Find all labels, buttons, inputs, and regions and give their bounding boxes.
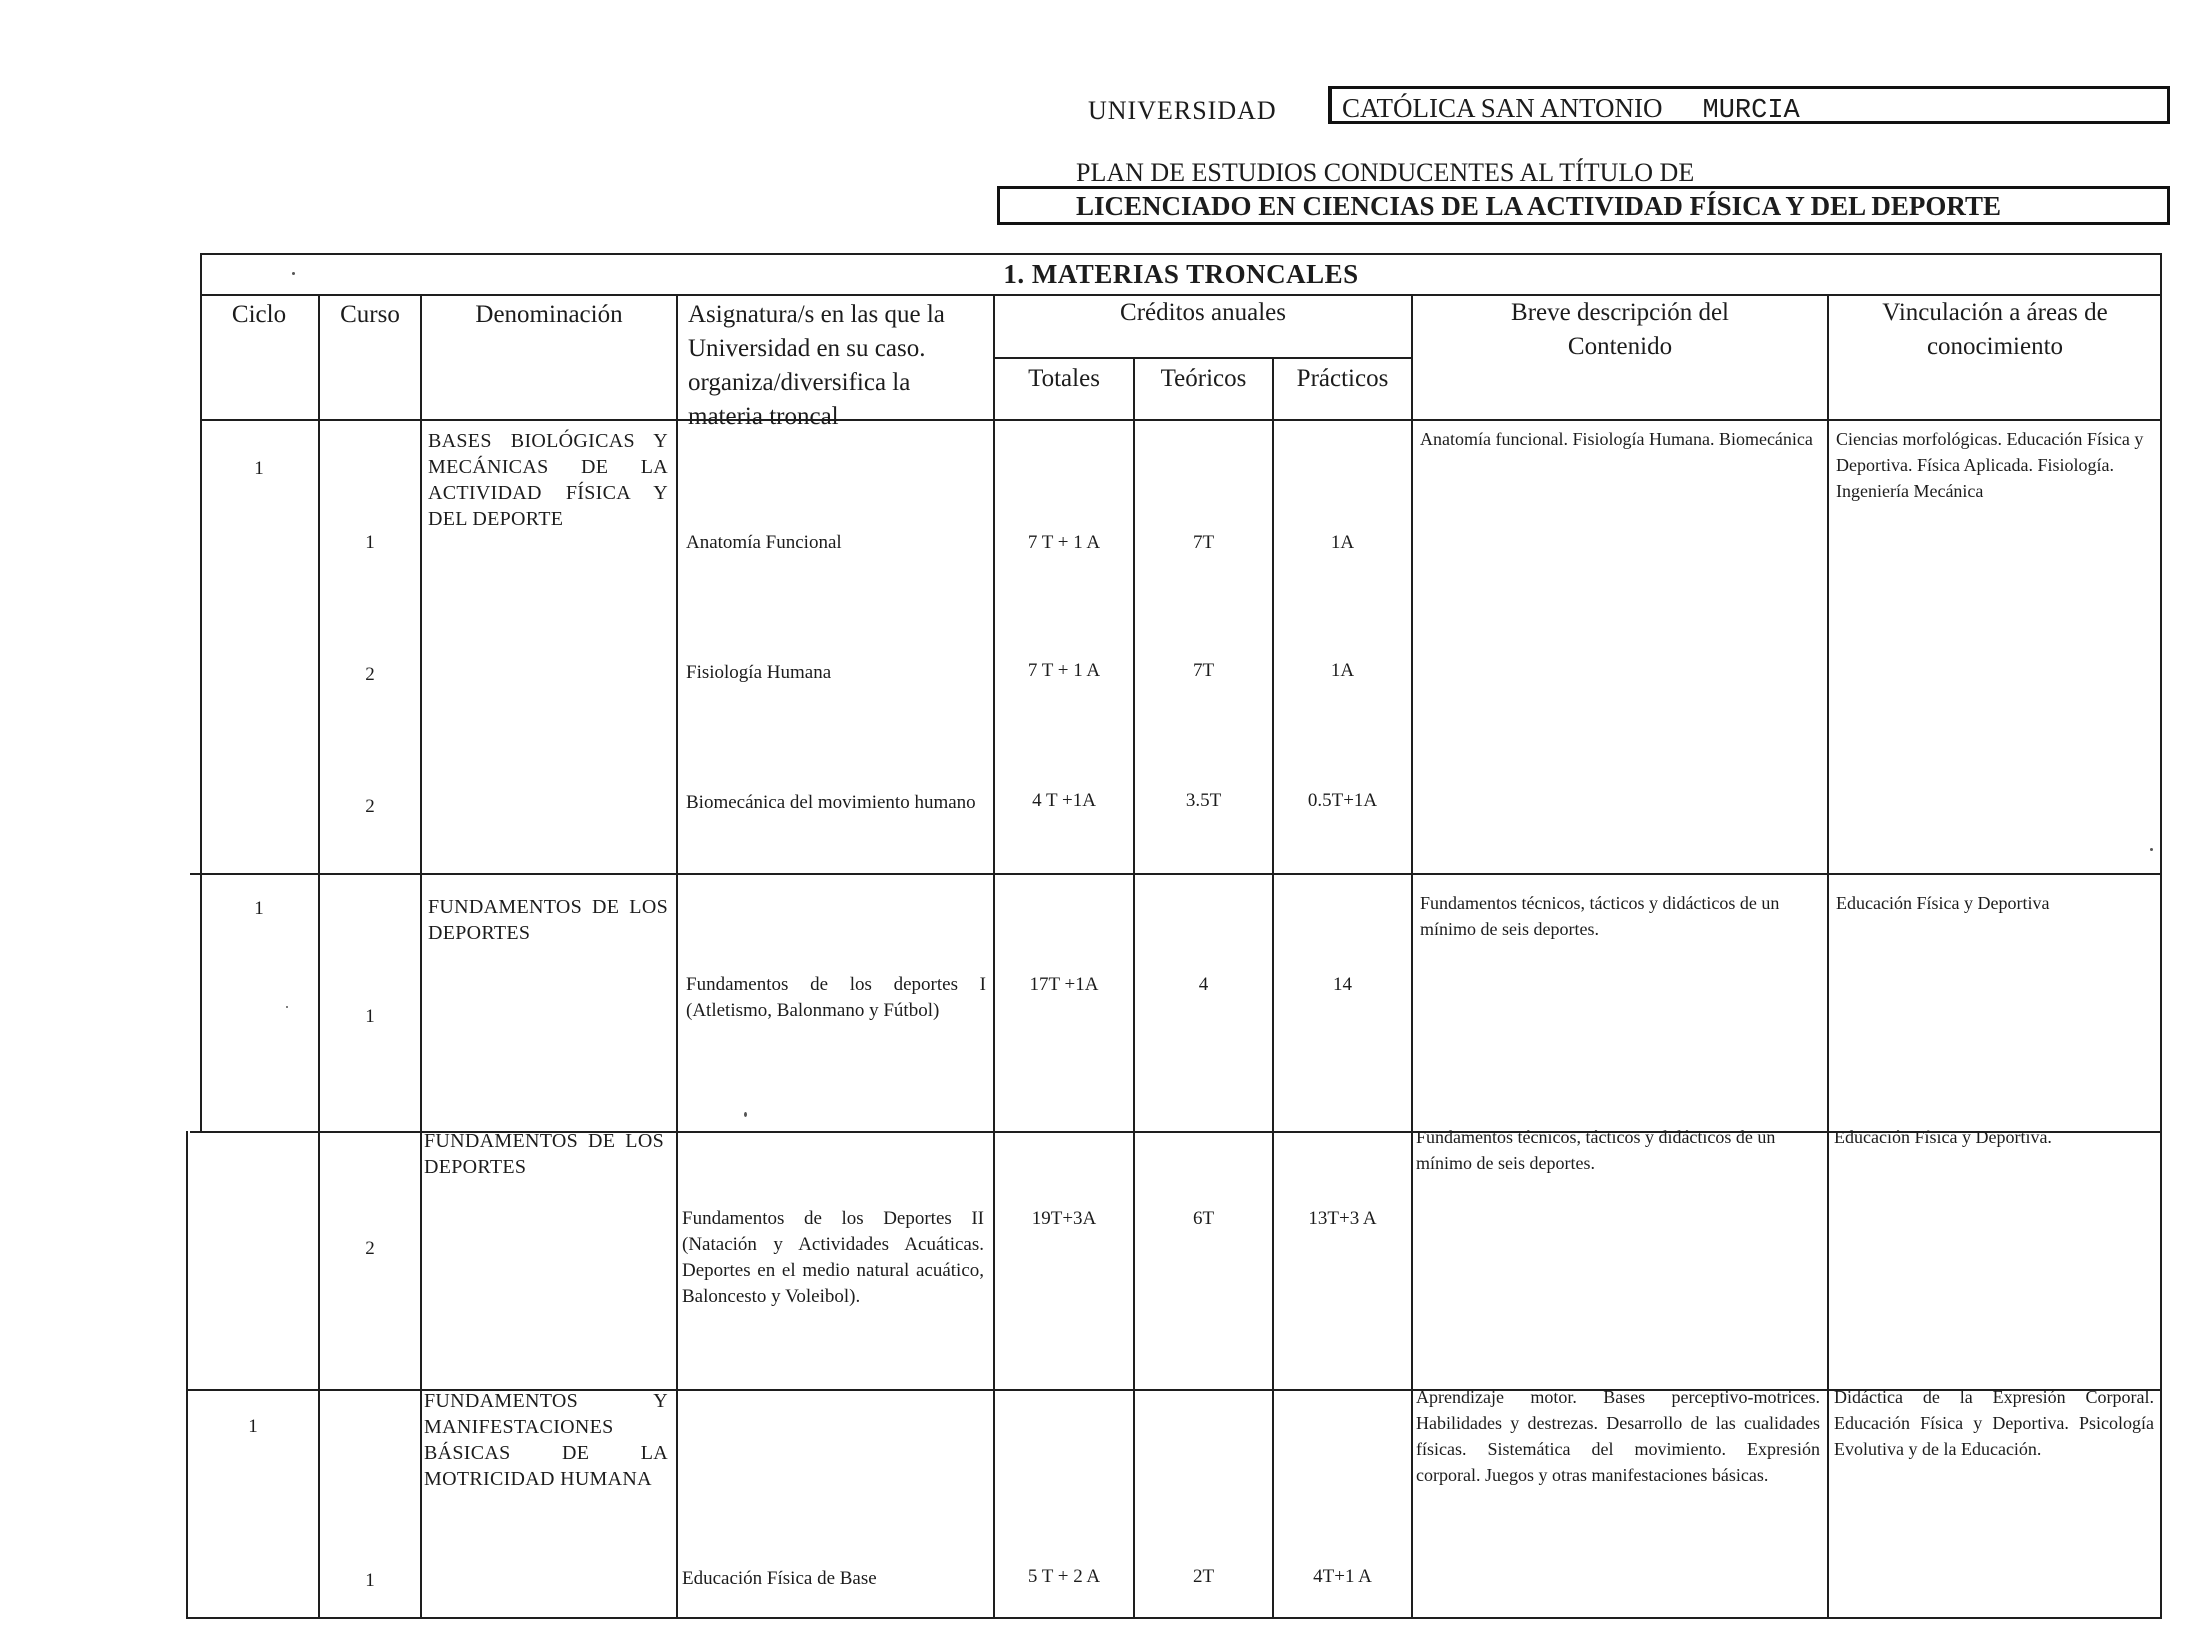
- col-denominacion: Denominación: [475, 301, 623, 328]
- block1-row3-totales: 4 T +1A: [1032, 790, 1096, 811]
- block2-row1-teoricos: 4: [1198, 974, 1209, 995]
- block2-vinculacion: Educación Física y Deportiva: [1836, 893, 2050, 913]
- rule-ciclo-curso: [318, 294, 320, 1619]
- rule-curso-den: [420, 294, 422, 1619]
- scan-speck: [292, 272, 295, 275]
- block1-row3-teoricos: 3.5T: [1185, 790, 1222, 811]
- degree-title: LICENCIADO EN CIENCIAS DE LA ACTIVIDAD FÍSICA Y DEL DEPORTE: [997, 186, 2170, 225]
- col-totales: Totales: [1028, 365, 1100, 392]
- rule-left: [200, 253, 202, 1131]
- block1-vinculacion: Ciencias morfológicas. Educación Física y Deportiva. Física Aplicada. Fisiología. Ingeniería Mecánica: [1836, 429, 2144, 501]
- block2-row1-practicos: 14: [1333, 974, 1352, 995]
- rule-desc-vinc: [1827, 294, 1829, 1619]
- block1-row2-totales: 7 T + 1 A: [1027, 660, 1101, 681]
- universidad-label: UNIVERSIDAD: [1088, 96, 1277, 125]
- block3-row1-practicos: 13T+3 A: [1308, 1208, 1377, 1229]
- scan-speck: [2150, 848, 2153, 851]
- block3-denominacion: FUNDAMENTOS DE LOS DEPORTES: [424, 1130, 664, 1178]
- rule-right: [2160, 253, 2162, 1619]
- scan-speck: [744, 1112, 747, 1117]
- block1-descripcion: Anatomía funcional. Fisiología Humana. Biomecánica: [1420, 429, 1813, 449]
- col-asignaturas: Asignatura/s en las que la Universidad en su caso. organiza/diversifica la materia troncal: [688, 301, 945, 430]
- rule-prac-desc: [1411, 294, 1413, 1619]
- block3-descripcion: Fundamentos técnicos, tácticos y didácticos de un mínimo de seis deportes.: [1416, 1127, 1776, 1173]
- rule-left-lower: [186, 1131, 188, 1619]
- col-teoricos: Teóricos: [1160, 365, 1247, 392]
- col-ciclo: Ciclo: [231, 301, 287, 328]
- block4-ciclo: 1: [248, 1416, 258, 1437]
- block1-row1-totales: 7 T + 1 A: [1027, 532, 1101, 553]
- block1-row1-practicos: 1A: [1330, 532, 1355, 553]
- block3-row1-asignatura: Fundamentos de los Deportes II (Natación y Actividades Acuáticas. Deportes en el medio natural acuático, Baloncesto y Voleibol).: [682, 1208, 984, 1307]
- block1-row2-practicos: 1A: [1330, 660, 1355, 681]
- block3-row1-teoricos: 6T: [1192, 1208, 1215, 1229]
- block1-row1-asignatura: Anatomía Funcional: [686, 532, 842, 553]
- block1-row3-curso: 2: [365, 796, 375, 817]
- block1-row1-teoricos: 7T: [1192, 532, 1215, 553]
- scan-speck: [286, 1006, 288, 1008]
- block1-row2-asignatura: Fisiología Humana: [686, 662, 832, 683]
- rule-bottom: [186, 1617, 2162, 1619]
- block1-row2-teoricos: 7T: [1192, 660, 1215, 681]
- block3-row1-curso: 2: [365, 1238, 375, 1259]
- rule-den-asig: [676, 294, 678, 1619]
- col-vinculacion: Vinculación a áreas de conocimiento: [1882, 299, 2108, 360]
- block2-denominacion: FUNDAMENTOS DE LOS DEPORTES: [428, 896, 668, 944]
- block1-row3-asignatura: Biomecánica del movimiento humano: [686, 792, 976, 813]
- plan-label: PLAN DE ESTUDIOS CONDUCENTES AL TÍTULO DE: [1076, 158, 1695, 187]
- rule-header-bottom: [200, 419, 2162, 421]
- col-practicos: Prácticos: [1296, 365, 1389, 392]
- block2-row1-totales: 17T +1A: [1029, 974, 1099, 995]
- universidad-city: MURCIA: [1702, 96, 1800, 126]
- block4-row1-totales: 5 T + 2 A: [1027, 1566, 1101, 1587]
- block2-ciclo: 1: [254, 898, 264, 919]
- block4-row1-curso: 1: [365, 1570, 375, 1591]
- rule-block1-bottom: [190, 873, 2162, 875]
- block2-row1-asignatura: Fundamentos de los deportes I (Atletismo, Balonmano y Fútbol): [686, 974, 986, 1021]
- block1-ciclo: 1: [254, 458, 264, 479]
- col-descripcion: Breve descripción del Contenido: [1511, 299, 1729, 360]
- block1-denominacion: BASES BIOLÓGICAS Y MECÁNICAS DE LA ACTIVIDAD FÍSICA Y DEL DEPORTE: [428, 430, 668, 530]
- block4-vinculacion: Didáctica de la Expresión Corporal. Educación Física y Deportiva. Psicología Evolutiva y de la Educación.: [1834, 1387, 2154, 1459]
- block1-row1-curso: 1: [365, 532, 375, 553]
- block2-row1-curso: 1: [365, 1006, 375, 1027]
- section-title: 1. MATERIAS TRONCALES: [1003, 259, 1359, 289]
- block4-descripcion: Aprendizaje motor. Bases perceptivo-motrices. Habilidades y destrezas. Desarrollo de las cualidades físicas. Sistemática del movimiento. Expresión corporal. Juegos y otras manifestaciones básicas.: [1416, 1387, 1820, 1485]
- block3-row1-totales: 19T+3A: [1031, 1208, 1097, 1229]
- block4-row1-asignatura: Educación Física de Base: [682, 1568, 877, 1589]
- block2-descripcion: Fundamentos técnicos, tácticos y didácticos de un mínimo de seis deportes.: [1420, 893, 1780, 939]
- universidad-name: CATÓLICA SAN ANTONIO: [1342, 93, 1663, 123]
- rule-creditos: [993, 357, 1411, 359]
- rule-top: [200, 253, 2162, 255]
- block3-vinculacion: Educación Física y Deportiva.: [1834, 1127, 2052, 1147]
- block4-row1-practicos: 4T+1 A: [1313, 1566, 1372, 1587]
- block4-denominacion: FUNDAMENTOS Y MANIFESTACIONES BÁSICAS DE LA MOTRICIDAD HUMANA: [424, 1390, 668, 1490]
- block1-row2-curso: 2: [365, 664, 375, 685]
- col-curso: Curso: [340, 301, 400, 328]
- block4-row1-teoricos: 2T: [1192, 1566, 1215, 1587]
- col-creditos: Créditos anuales: [1120, 299, 1286, 326]
- block1-row3-practicos: 0.5T+1A: [1307, 790, 1378, 811]
- rule-asig-tot: [993, 294, 995, 1619]
